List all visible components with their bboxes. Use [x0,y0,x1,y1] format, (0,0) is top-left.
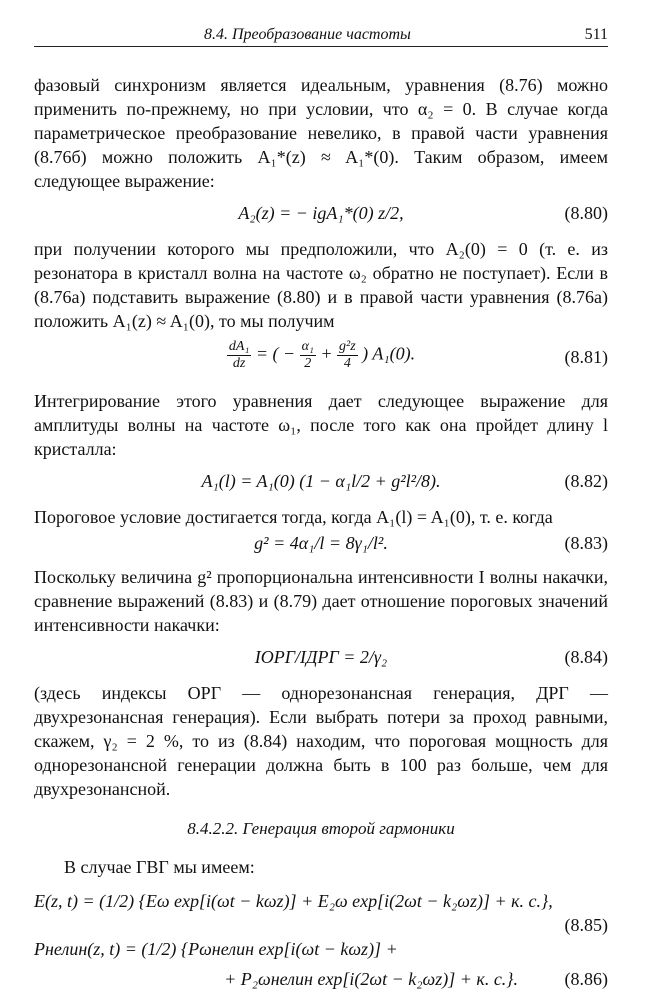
equation-tail: ) A₁(0). [362,343,416,364]
page-number: 511 [584,26,608,43]
equation-body: A₁(l) = A₁(0) (1 − α₁l/2 + g²l²/8). [201,471,441,491]
equation-number: (8.80) [564,203,608,223]
paragraph: Пороговое условие достигается тогда, когда A₁(l) = A₁(0), т. е. когда [34,507,553,527]
paragraph: при получении которого мы предположили, что A₂(0) = 0 (т. е. из резонатора в кристалл волна на частоте ω₂ обратно не поступает). Если в (8.76а) подставить выражение (8.80) и в правой части уравнения (8.76а) положить A₁(z) ≈ A₁(0), то мы получим [34,239,608,331]
equation-body: A₂(z) = − igA₁*(0) z/2, [238,203,404,223]
equation-number: (8.84) [564,647,608,667]
fraction [300,339,316,372]
section-title: 8.4. Преобразование частоты [204,26,411,43]
numerator: g²z [339,339,356,354]
equation-body [34,339,608,372]
paragraph: фазовый синхронизм является идеальным, уравнения (8.76) можно применить по-прежнему, но при условии, что α₂ = 0. В случае когда параметрическое преобразование невелико, в правой части уравнения (8.76б) можно положить A₁*(z) ≈ A₁*(0). Таким образом, имеем следующее выражение: [34,75,608,191]
page [34,22,608,991]
paragraph: Поскольку величина g² пропорциональна интенсивности I волны накачки, сравнение выражений (8.83) и (8.79) дает отношение пороговых значений интенсивности накачки: [34,567,608,635]
equation-8-83 [34,529,608,565]
equation-number: (8.83) [564,533,608,553]
fraction [337,339,358,372]
plus-sign: + [320,343,333,364]
fraction [227,339,251,372]
equation-body: IОРГ/IДРГ = 2/γ₂ [254,647,388,667]
equation-line: Pнелин(z, t) = (1/2) {Pωнелин exp[i(ωt − kωz)] + [34,939,398,959]
equation-8-80 [34,193,608,237]
equals-sign: = ( − [255,343,296,364]
equation-number: (8.85) [564,915,608,935]
denominator: dz [232,356,246,371]
equation-8-86 [34,937,608,991]
denominator: 4 [343,356,351,371]
equation-8-82 [34,461,608,505]
equation-body: g² = 4α₁/l = 8γ₁/l². [254,533,388,553]
equation-line: + P₂ωнелин exp[i(2ωt − k₂ωz)] + к. с.}. [224,969,518,989]
paragraph: В случае ГВГ мы имеем: [64,857,255,877]
equation-8-81 [34,333,608,383]
equation-number: (8.82) [564,471,608,491]
paragraph: (здесь индексы ОРГ — однорезонансная генерация, ДРГ — двухрезонансная генерация). Если выбрать потери за проход равными, скажем, γ₂ = 2 %, то из (8.84) находим, что пороговая мощность для однорезонансной генерации должна быть в 100 раз больше, чем для двухрезонансной. [34,683,608,799]
equation-8-84 [34,637,608,681]
numerator: α₁ [301,339,314,354]
paragraph: Интегрирование этого уравнения дает следующее выражение для амплитуды волны на частоте ω₁, после того как она пройдет длину l кристалла: [34,391,608,459]
equation-number: (8.81) [564,347,608,367]
numerator: dA₁ [228,339,250,354]
subsection-heading: 8.4.2.2. Генерация второй гармоники [187,819,455,838]
denominator: 2 [304,356,312,371]
equation-number: (8.86) [564,969,608,989]
equation-8-85 [34,889,608,937]
equation-line-row [34,967,608,991]
running-header [34,22,608,47]
equation-line: E(z, t) = (1/2) {Eω exp[i(ωt − kωz)] + E₂ω exp[i(2ωt − k₂ωz)] + к. с.}, [34,891,553,911]
